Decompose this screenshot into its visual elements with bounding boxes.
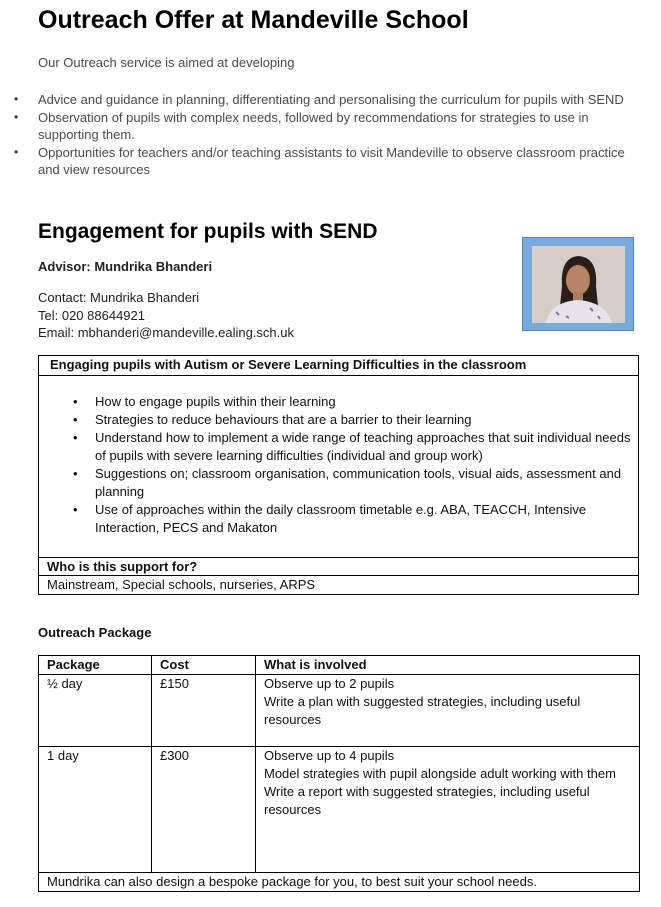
page-title: Outreach Offer at Mandeville School [38, 6, 469, 34]
advisor-photo [522, 237, 634, 331]
support-box-header: Engaging pupils with Autism or Severe Learning Difficulties in the classroom [39, 356, 638, 376]
cost-cell: £150 [152, 675, 256, 747]
support-bullet-list [95, 393, 635, 537]
package-cell: ½ day [39, 675, 152, 747]
footer-note: Mundrika can also design a bespoke package for you, to best suit your school needs. [39, 873, 640, 892]
cost-cell: £300 [152, 747, 256, 873]
who-label: Who is this support for? [47, 559, 198, 574]
list-item: • Suggestions on; classroom organisation, communication tools, visual aids, assessment and planning [95, 465, 635, 501]
details-cell [256, 747, 640, 873]
list-item: • How to engage pupils within their learning [95, 393, 635, 411]
advisor-label: Advisor: Mundrika Bhanderi [38, 259, 213, 274]
contact-email: Email: mbhanderi@mandeville.ealing.sch.uk [38, 325, 294, 340]
table-row [39, 675, 640, 747]
contact-name: Contact: Mundrika Bhanderi [38, 290, 200, 305]
column-header: Cost [152, 656, 256, 675]
portrait-image [532, 246, 625, 323]
detail-line: Write a report with suggested strategies, including useful resources [264, 784, 590, 817]
list-item: • Advice and guidance in planning, differentiating and personalising the curriculum for pupils with SEND [38, 91, 628, 109]
table-row [39, 747, 640, 873]
column-header: Package [39, 656, 152, 675]
column-header: What is involved [256, 656, 640, 675]
details-cell [256, 675, 640, 747]
intro-text: Our Outreach service is aimed at developing [38, 55, 295, 70]
detail-line: Model strategies with pupil alongside adult working with them [264, 766, 616, 781]
package-cell: 1 day [39, 747, 152, 873]
detail-line: Write a plan with suggested strategies, including useful resources [264, 694, 581, 727]
list-item: • Strategies to reduce behaviours that are a barrier to their learning [95, 411, 635, 429]
contact-block [38, 289, 294, 342]
support-box [38, 355, 639, 595]
list-item: • Use of approaches within the daily classroom timetable e.g. ABA, TEACCH, Intensive Interaction, PECS and Makaton [95, 501, 635, 537]
table-footer-row [39, 873, 640, 892]
list-item: • Observation of pupils with complex needs, followed by recommendations for strategies to use in supporting them. [38, 109, 628, 144]
table-header-row [39, 656, 640, 675]
list-item: • Understand how to implement a wide range of teaching approaches that suit individual needs of pupils with severe learning difficulties (individual and group work) [95, 429, 635, 465]
contact-tel: Tel: 020 88644921 [38, 307, 145, 323]
detail-line: Observe up to 2 pupils [264, 676, 395, 691]
package-table [38, 655, 640, 892]
who-answer: Mainstream, Special schools, nurseries, ARPS [47, 577, 316, 592]
intro-bullet-list [38, 91, 628, 179]
package-title: Outreach Package [38, 625, 152, 640]
section-title: Engagement for pupils with SEND [38, 220, 378, 243]
detail-line: Observe up to 4 pupils [264, 748, 395, 763]
list-item: • Opportunities for teachers and/or teaching assistants to visit Mandeville to observe classroom practice and view resources [38, 144, 628, 179]
